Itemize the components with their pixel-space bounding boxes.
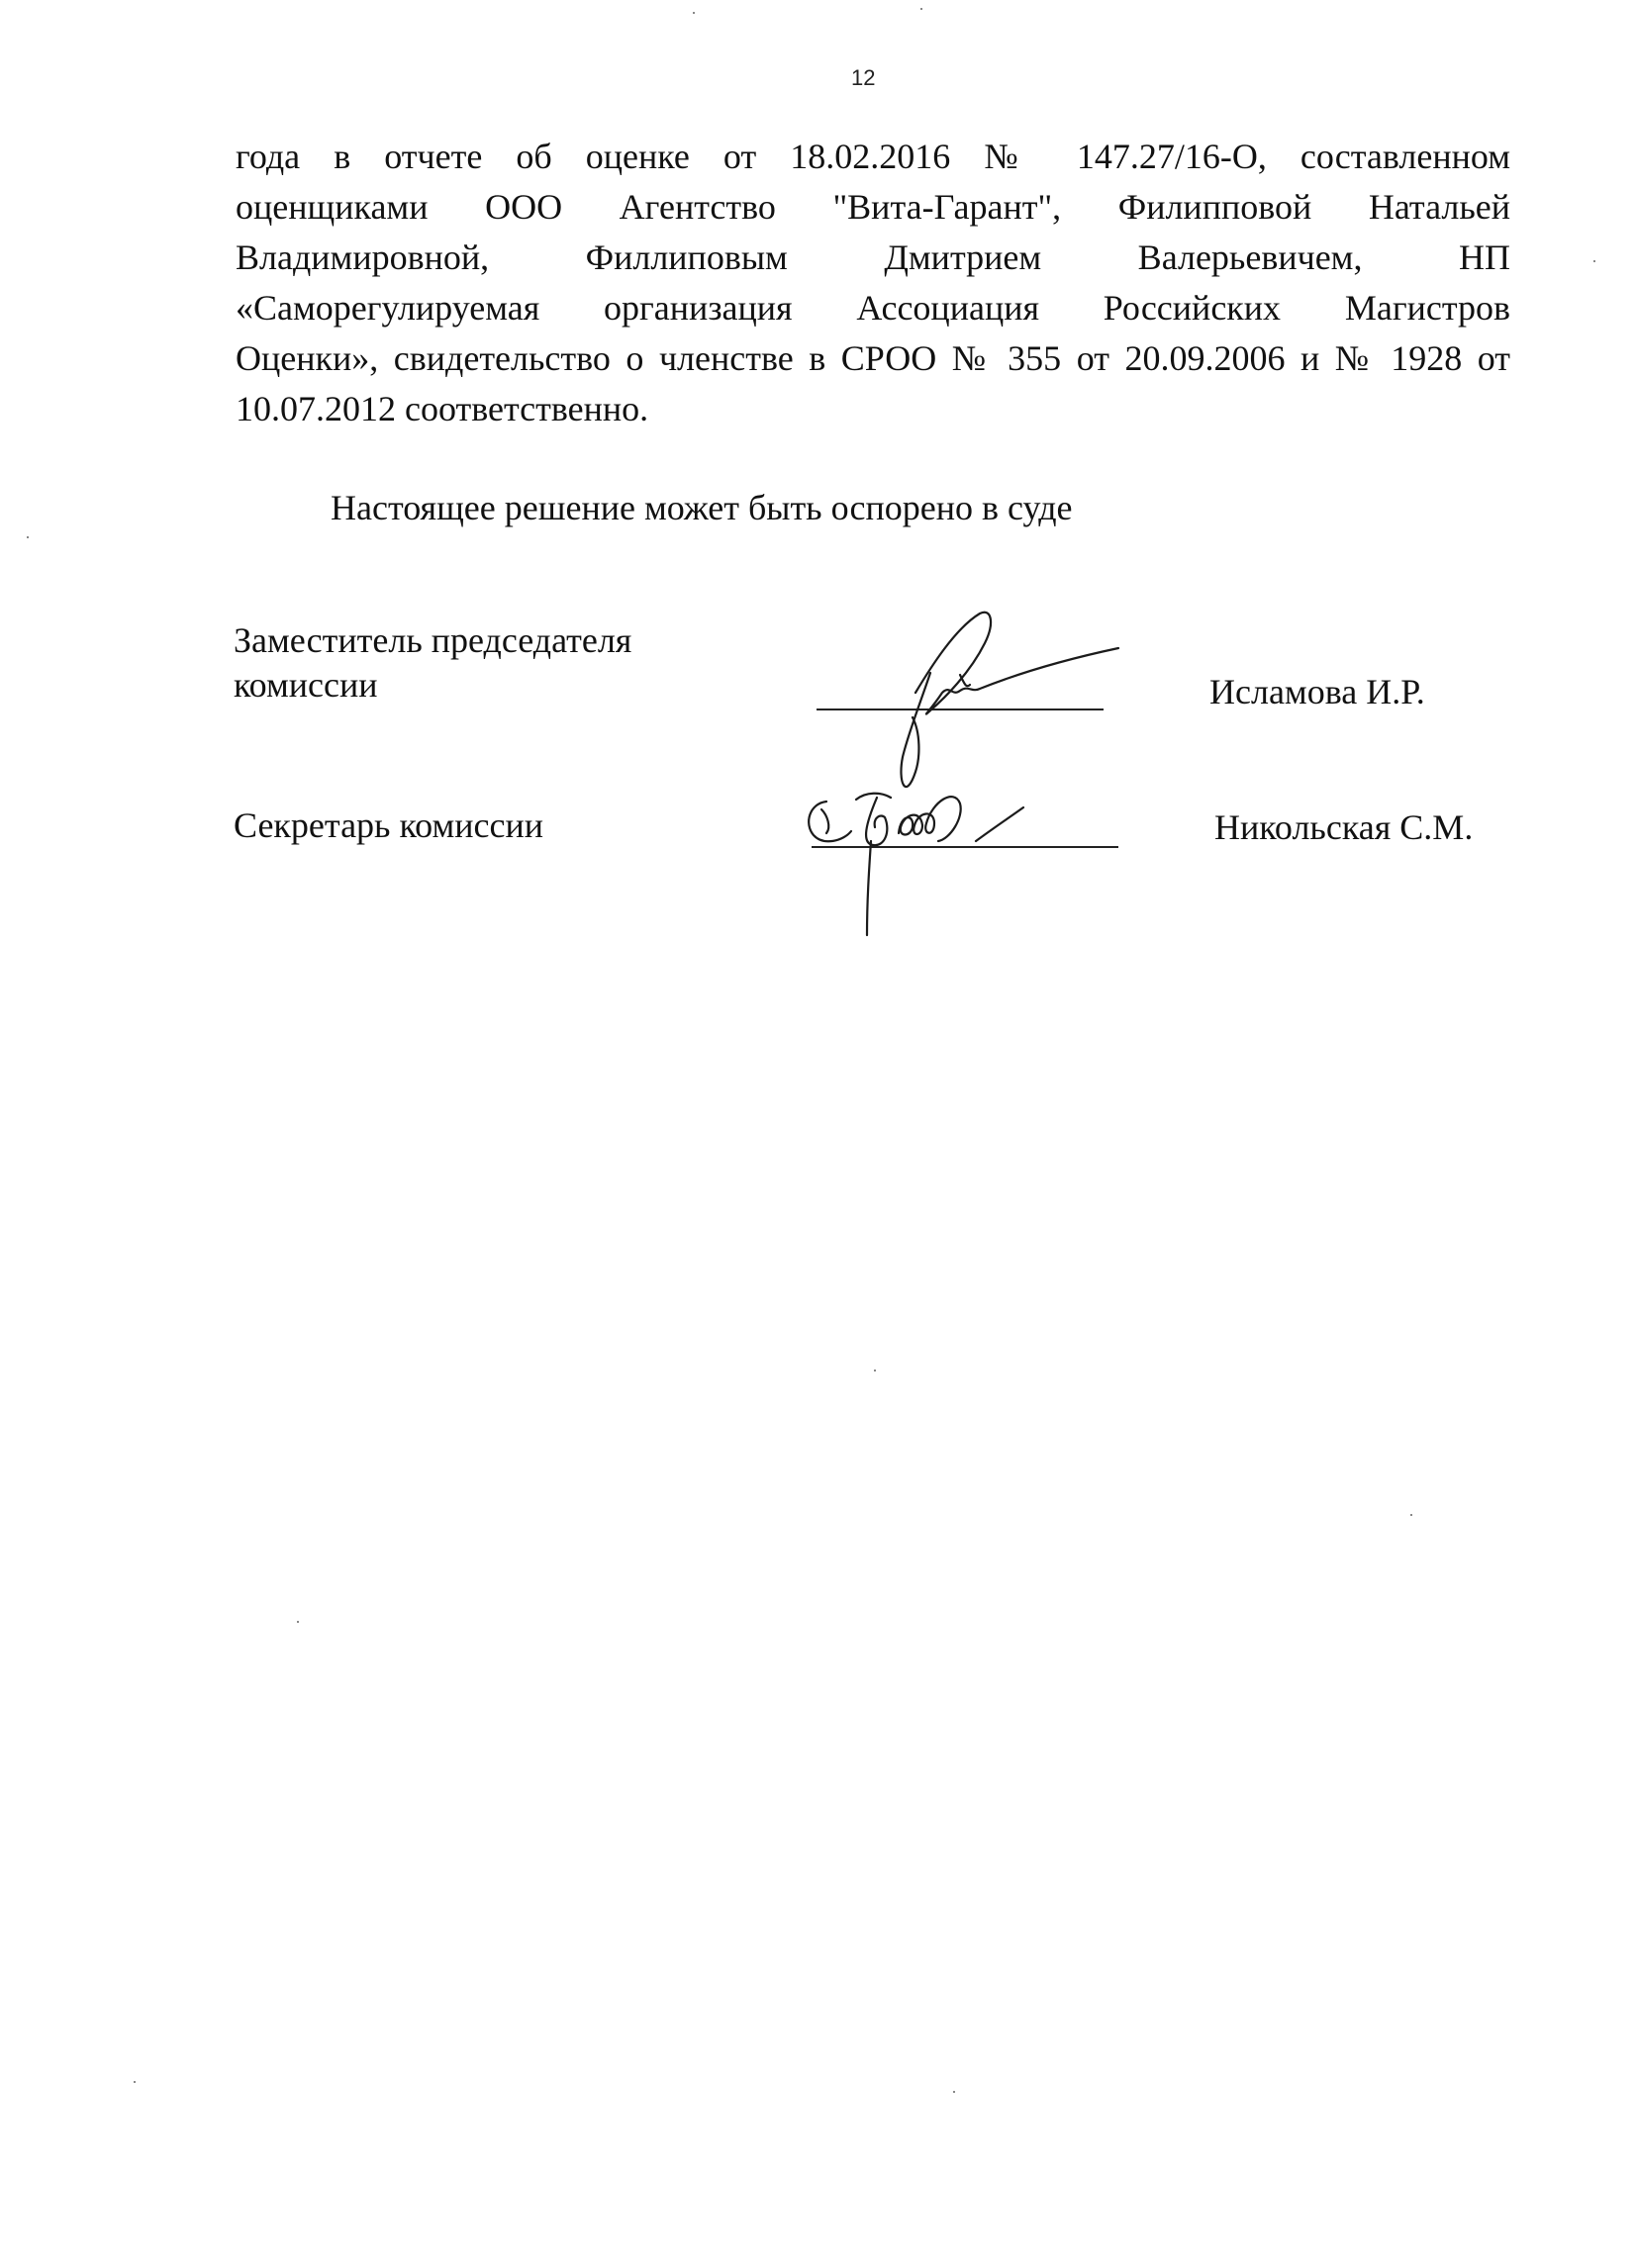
secretary-signature-stroke (809, 802, 851, 841)
secretary-signature-stroke (899, 797, 961, 841)
secretary-name: Никольская С.М. (1214, 807, 1474, 847)
scan-speck (953, 2091, 955, 2093)
scan-speck (27, 536, 29, 538)
paragraph-line: оценщиками ООО Агентство "Вита-Гарант", Филипповой Натальей (236, 187, 1510, 227)
paragraph-line: «Саморегулируемая организация Ассоциация Российских Магистров (236, 288, 1510, 328)
paragraph-line: Владимировной, Филлиповым Дмитрием Валерьевичем, НП (236, 237, 1510, 277)
secretary-signature-stroke (856, 794, 891, 845)
scan-speck (297, 1621, 299, 1623)
handwritten-signatures (782, 594, 1138, 940)
deputy-chair-title-line: Заместитель председателя (234, 620, 632, 660)
secretary-title: Секретарь комиссии (234, 805, 543, 845)
scan-speck (874, 1370, 876, 1371)
scan-speck (1410, 1514, 1412, 1516)
paragraph-line: года в отчете об оценке от 18.02.2016 № 147.27/16-О, составленном (236, 137, 1510, 176)
scan-speck (1593, 260, 1595, 262)
secretary-signature-stroke (867, 841, 871, 935)
secretary-signature-stroke (976, 807, 1023, 841)
scan-speck (920, 8, 922, 10)
scan-speck (693, 12, 695, 14)
deputy-signature-stroke (901, 673, 930, 787)
deputy-chair-title (234, 618, 631, 708)
deputy-signature-stroke (915, 613, 1118, 714)
appeal-notice: Настоящее решение может быть оспорено в суде (331, 488, 1073, 527)
scan-speck (134, 2081, 136, 2083)
deputy-signature-stroke (960, 675, 970, 686)
paragraph-line: 10.07.2012 соответственно. (236, 389, 649, 428)
deputy-chair-title-line: комиссии (234, 665, 378, 705)
deputy-chair-name: Исламова И.Р. (1209, 672, 1425, 711)
paragraph-line: Оценки», свидетельство о членстве в СРОО № 355 от 20.09.2006 и № 1928 от (236, 338, 1510, 378)
page-number: 12 (851, 65, 876, 90)
secretary-signature-stroke (821, 809, 828, 833)
decision-paragraph (236, 132, 1510, 434)
